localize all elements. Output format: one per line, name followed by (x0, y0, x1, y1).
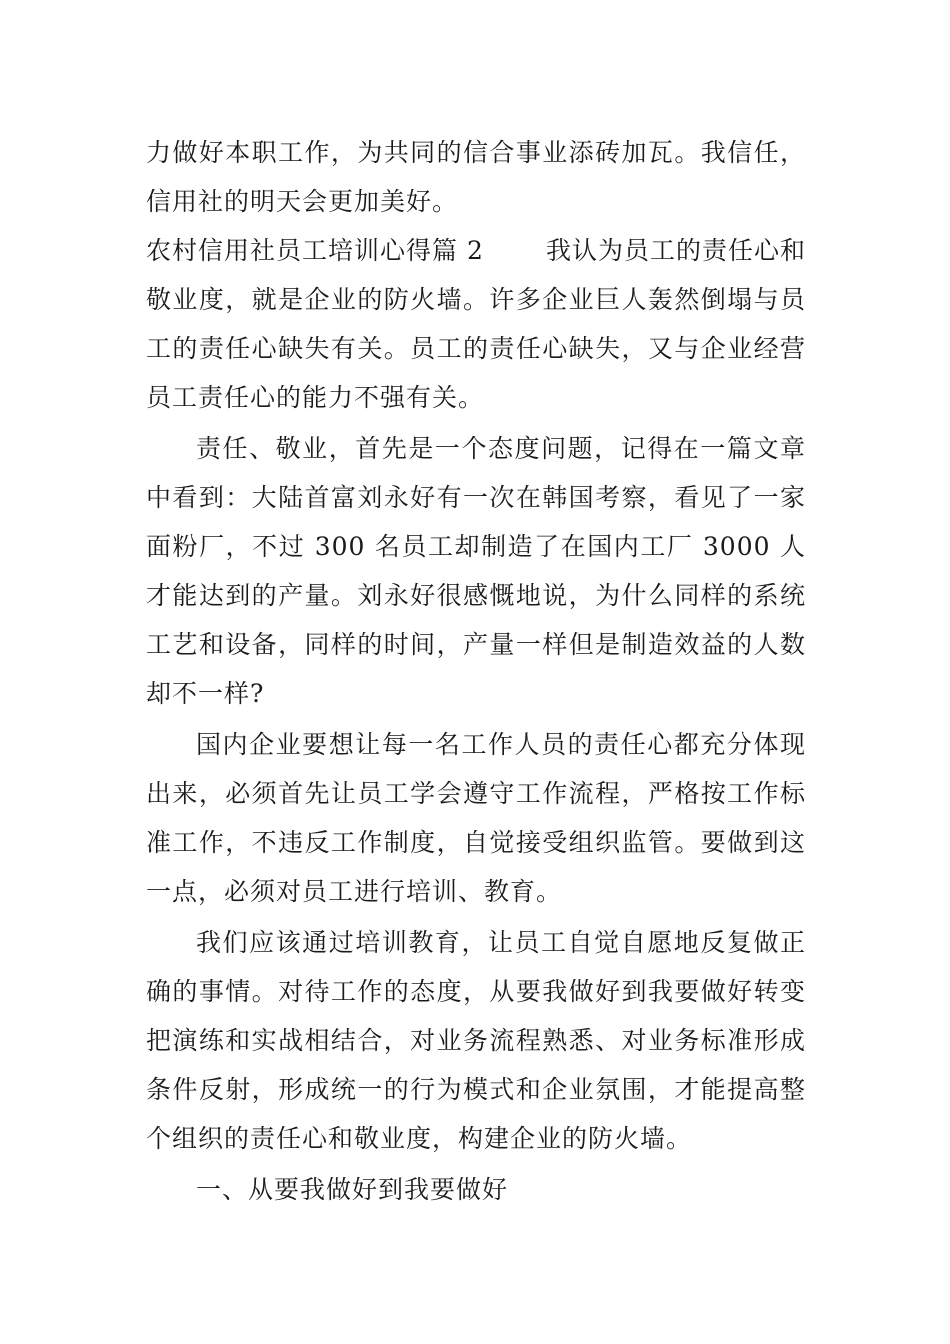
subheading-point-one: 一、从要我做好到我要做好 (196, 1175, 509, 1204)
paragraph-example: 责任、敬业，首先是一个态度问题，记得在一篇文章中看到：大陆首富刘永好有一次在韩国考察，看见了一家面粉厂，不过 300 名员工却制造了在国内工厂 3000 人才能达到的产量。刘永好很感慨地说，为什么同样的系统工艺和设备，同样的时间，产量一样但是制造效益的人数却不一样? (146, 434, 806, 708)
paragraph-training: 我们应该通过培训教育，让员工自觉自愿地反复做正确的事情。对待工作的态度，从要我做好到我要做好转变把演练和实战相结合，对业务流程熟悉、对业务标准形成条件反射，形成统一的行为模式和企业氛围，才能提高整个组织的责任心和敬业度，构建企业的防火墙。 (146, 928, 806, 1153)
section-title: 农村信用社员工培训心得篇 2 (146, 236, 484, 265)
paragraph-continuation: 力做好本职工作，为共同的信合事业添砖加瓦。我信任，信用社的明天会更加美好。 (146, 138, 806, 216)
paragraph-process: 国内企业要想让每一名工作人员的责任心都充分体现出来，必须首先让员工学会遵守工作流程，严格按工作标准工作，不违反工作制度，自觉接受组织监管。要做到这一点，必须对员工进行培训、教育。 (146, 730, 806, 906)
paragraph-section-heading (146, 226, 806, 422)
document-body (146, 128, 806, 1214)
section-intro-text: 我认为员工的责任心和敬业度，就是企业的防火墙。许多企业巨人轰然倒塌与员工的责任心缺失有关。员工的责任心缺失，又与企业经营员工责任心的能力不强有关。 (146, 236, 806, 412)
